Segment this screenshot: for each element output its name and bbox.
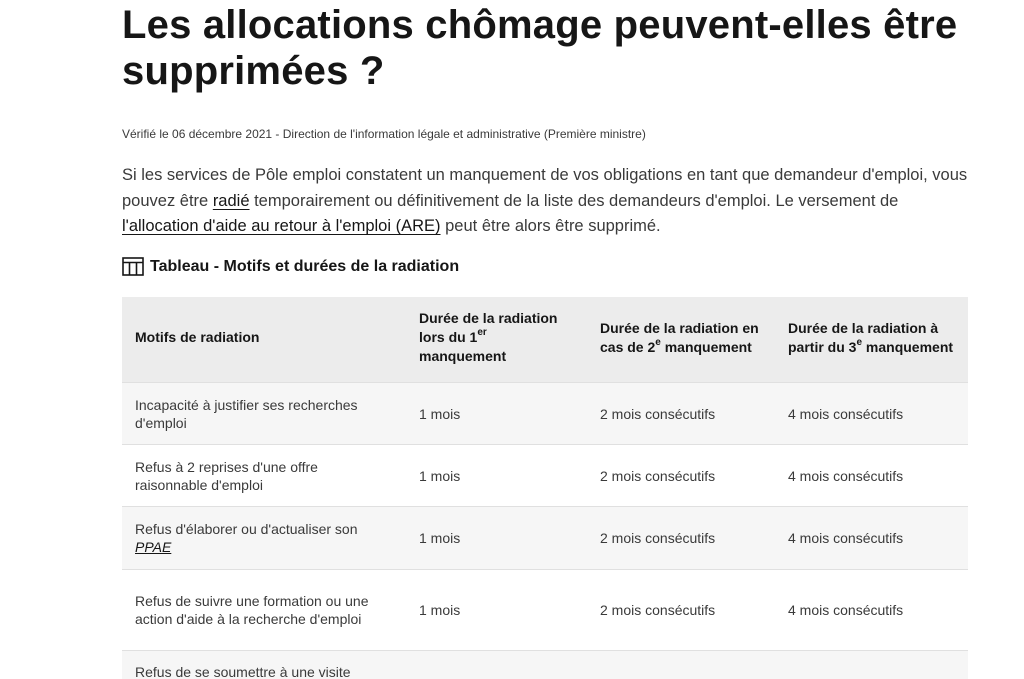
table-row	[122, 651, 968, 679]
table-row	[122, 445, 968, 507]
duration-third-cell: 4 mois consécutifs	[788, 405, 904, 422]
duration-first-cell	[406, 651, 587, 679]
table-caption	[122, 257, 459, 276]
motif-cell: Refus à 2 reprises d'une offre raisonnable d'emploi	[135, 458, 318, 493]
duration-third-cell	[775, 651, 968, 679]
duration-first-cell: 1 mois	[419, 467, 461, 484]
duration-third-cell: 4 mois consécutifs	[788, 467, 904, 484]
verified-date: Vérifié le 06 décembre 2021 - Direction de l'information légale et administrative (Première ministre)	[122, 127, 646, 141]
duration-first-cell: 1 mois	[419, 530, 461, 546]
ppae-link[interactable]: PPAE	[135, 539, 172, 555]
motif-cell: Incapacité à justifier ses recherches d'emploi	[135, 396, 358, 431]
radiation-table	[122, 297, 968, 679]
motif-cell: Refus de suivre une formation ou une action d'aide à la recherche d'emploi	[135, 593, 369, 627]
duration-first-cell: 1 mois	[419, 405, 461, 422]
duration-third-cell: 4 mois consécutifs	[788, 530, 904, 546]
radie-link[interactable]: radié	[212, 191, 250, 210]
duration-second-cell	[587, 651, 775, 679]
are-link[interactable]: l'allocation d'aide au retour à l'emploi (ARE)	[122, 217, 441, 235]
header-third-breach: Durée de la radiation à partir du 3e manquement	[775, 297, 968, 383]
table-header-row	[122, 297, 968, 383]
duration-first-cell: 1 mois	[419, 602, 461, 618]
intro-text-3: peut être alors être supprimé.	[440, 217, 661, 235]
header-first-breach: Durée de la radiation lors du 1er manquement	[406, 297, 587, 383]
motif-cell: Refus de se soumettre à une visite	[135, 664, 351, 679]
table-row	[122, 570, 968, 651]
table-title: Tableau - Motifs et durées de la radiation	[150, 257, 460, 275]
article	[122, 0, 968, 679]
motif-cell: Refus d'élaborer ou d'actualiser son PPAE	[135, 521, 358, 555]
duration-second-cell: 2 mois consécutifs	[600, 602, 716, 618]
page-title: Les allocations chômage peuvent-elles être supprimées ?	[122, 3, 958, 93]
intro-text-1: Si les services de Pôle emploi constatent un manquement de vos obligations en tant que demandeur d'emploi, vous pouvez être	[122, 166, 968, 210]
duration-third-cell: 4 mois consécutifs	[788, 602, 904, 618]
intro-paragraph	[122, 163, 968, 240]
table-icon	[122, 257, 144, 276]
table-row	[122, 507, 968, 570]
table-row	[122, 383, 968, 445]
header-motifs: Motifs de radiation	[122, 297, 406, 383]
duration-second-cell: 2 mois consécutifs	[600, 405, 716, 422]
intro-text-2: temporairement ou définitivement de la liste des demandeurs d'emploi. Le versement de	[249, 191, 899, 210]
duration-second-cell: 2 mois consécutifs	[600, 467, 716, 484]
header-second-breach: Durée de la radiation en cas de 2e manquement	[587, 297, 775, 383]
duration-second-cell: 2 mois consécutifs	[600, 530, 716, 546]
